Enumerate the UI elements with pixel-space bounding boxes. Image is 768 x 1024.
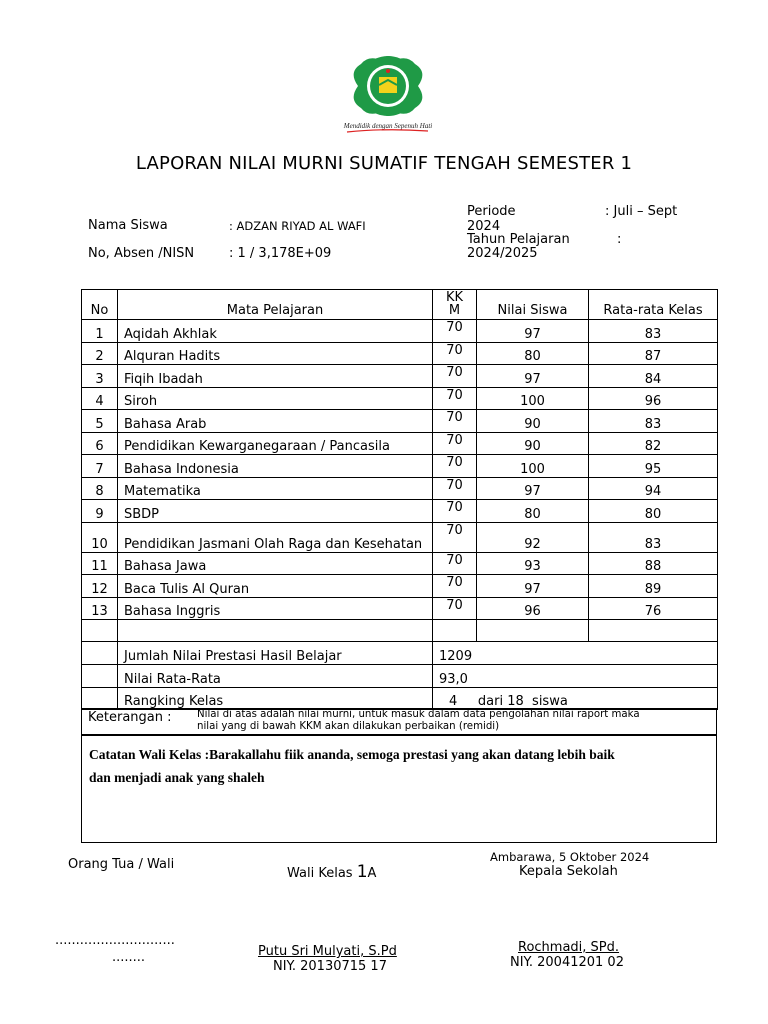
- catatan-text: [89, 743, 615, 789]
- total-value: 1209: [433, 642, 718, 665]
- table-row: [82, 597, 718, 620]
- row-subject: Bahasa Inggris: [118, 597, 433, 620]
- row-kkm: 70: [433, 575, 477, 598]
- row-no: 4: [82, 387, 118, 410]
- header-kkm-line2: M: [448, 303, 461, 318]
- row-subject: Matematika: [118, 477, 433, 500]
- wali-class-num: 1: [356, 862, 368, 882]
- wali-niy: NIY. 20130715 17: [273, 959, 387, 974]
- row-avg: 88: [589, 552, 718, 575]
- rank-value: 4 dari 18 siswa: [433, 688, 718, 710]
- row-kkm: 70: [433, 342, 477, 365]
- table-row: [82, 455, 718, 478]
- row-avg: 83: [589, 320, 718, 343]
- absen-label: No, Absen /NISN: [88, 246, 195, 261]
- row-avg: 83: [589, 522, 718, 552]
- grades-table: [81, 289, 718, 710]
- row-score: 80: [477, 342, 589, 365]
- header-no: No: [82, 290, 118, 320]
- keterangan-box: [81, 708, 717, 736]
- keterangan-label: Keterangan :: [88, 710, 172, 725]
- row-avg: 89: [589, 575, 718, 598]
- row-score: 97: [477, 477, 589, 500]
- wali-prefix: Wali Kelas: [287, 866, 357, 881]
- total-row: [82, 642, 718, 665]
- row-kkm: 70: [433, 522, 477, 552]
- row-avg: 95: [589, 455, 718, 478]
- row-no: 10: [82, 522, 118, 552]
- wali-title: [287, 862, 376, 882]
- report-date: Ambarawa, 5 Oktober 2024: [490, 850, 650, 864]
- keterangan-line2: nilai yang di bawah KKM akan dilakukan perbaikan (remidi): [197, 721, 500, 732]
- wali-class-letter: A: [367, 866, 377, 881]
- header-subject: Mata Pelajaran: [118, 290, 433, 320]
- absen-value: : 1 / 3,178E+09: [229, 246, 332, 261]
- row-avg: 96: [589, 387, 718, 410]
- average-label: Nilai Rata-Rata: [118, 665, 433, 688]
- head-title: Kepala Sekolah: [519, 864, 618, 879]
- row-no: 7: [82, 455, 118, 478]
- row-subject: SBDP: [118, 500, 433, 523]
- row-score: 97: [477, 365, 589, 388]
- row-no: 6: [82, 432, 118, 455]
- total-label: Jumlah Nilai Prestasi Hasil Belajar: [118, 642, 433, 665]
- header-kkm: [433, 290, 477, 320]
- row-avg: 83: [589, 410, 718, 433]
- table-row: [82, 575, 718, 598]
- row-kkm: 70: [433, 477, 477, 500]
- periode-year: 2024: [467, 219, 501, 234]
- keterangan-text: [197, 709, 640, 733]
- row-avg: 84: [589, 365, 718, 388]
- row-no: 3: [82, 365, 118, 388]
- row-avg: 76: [589, 597, 718, 620]
- head-name: Rochmadi, SPd.: [518, 940, 620, 955]
- table-header-row: [82, 290, 718, 320]
- periode-label: Periode: [467, 204, 516, 219]
- row-subject: Aqidah Akhlak: [118, 320, 433, 343]
- tahun-colon: :: [617, 232, 622, 247]
- row-score: 93: [477, 552, 589, 575]
- row-kkm: 70: [433, 597, 477, 620]
- row-kkm: 70: [433, 320, 477, 343]
- row-subject: Fiqih Ibadah: [118, 365, 433, 388]
- header-avg: Rata-rata Kelas: [589, 290, 718, 320]
- parent-signature-line1: .............................: [55, 933, 175, 948]
- empty-row: [82, 620, 718, 642]
- table-row: [82, 500, 718, 523]
- catatan-box: [81, 734, 717, 843]
- row-subject: Bahasa Arab: [118, 410, 433, 433]
- table-row: [82, 320, 718, 343]
- average-row: [82, 665, 718, 688]
- name-label: Nama Siswa: [88, 218, 168, 233]
- row-avg: 80: [589, 500, 718, 523]
- row-score: 100: [477, 387, 589, 410]
- header-kkm-line1: KK: [445, 290, 464, 305]
- table-row: [82, 410, 718, 433]
- row-score: 80: [477, 500, 589, 523]
- catatan-line2: dan menjadi anak yang shaleh: [89, 770, 265, 785]
- row-avg: 82: [589, 432, 718, 455]
- wali-name: Putu Sri Mulyati, S.Pd: [258, 944, 397, 959]
- table-row: [82, 365, 718, 388]
- head-niy: NIY. 20041201 02: [510, 955, 624, 970]
- header-score: Nilai Siswa: [477, 290, 589, 320]
- name-value: : ADZAN RIYAD AL WAFI: [229, 219, 366, 233]
- table-row: [82, 477, 718, 500]
- row-score: 92: [477, 522, 589, 552]
- rank-label: Rangking Kelas: [118, 688, 433, 710]
- logo-emblem-icon: [354, 56, 423, 116]
- school-logo: [343, 52, 433, 137]
- rank-row: [82, 688, 718, 710]
- logo-motto: Mendidik dengan Sepenuh Hati: [343, 122, 433, 130]
- parent-signature-line2: ........: [112, 950, 146, 965]
- row-kkm: 70: [433, 410, 477, 433]
- row-score: 90: [477, 410, 589, 433]
- keterangan-line1: Nilai di atas adalah nilai murni, untuk masuk dalam data pengolahan nilai raport maka: [197, 709, 640, 720]
- catatan-line1: Catatan Wali Kelas :Barakallahu fiik ananda, semoga prestasi yang akan datang lebih baik: [89, 747, 615, 762]
- row-kkm: 70: [433, 365, 477, 388]
- tahun-label: Tahun Pelajaran: [467, 232, 570, 247]
- table-row: [82, 552, 718, 575]
- table-row: [82, 387, 718, 410]
- table-row: [82, 522, 718, 552]
- row-avg: 87: [589, 342, 718, 365]
- row-score: 100: [477, 455, 589, 478]
- row-no: 11: [82, 552, 118, 575]
- row-subject: Alquran Hadits: [118, 342, 433, 365]
- row-kkm: 70: [433, 500, 477, 523]
- row-kkm: 70: [433, 387, 477, 410]
- row-avg: 94: [589, 477, 718, 500]
- row-subject: Baca Tulis Al Quran: [118, 575, 433, 598]
- row-no: 12: [82, 575, 118, 598]
- row-score: 97: [477, 575, 589, 598]
- row-no: 9: [82, 500, 118, 523]
- row-subject: Pendidikan Kewarganegaraan / Pancasila: [118, 432, 433, 455]
- average-value: 93,0: [433, 665, 718, 688]
- row-subject: Bahasa Indonesia: [118, 455, 433, 478]
- row-kkm: 70: [433, 432, 477, 455]
- periode-value: : Juli – Sept: [605, 204, 678, 219]
- row-no: 1: [82, 320, 118, 343]
- report-title: LAPORAN NILAI MURNI SUMATIF TENGAH SEMESTER 1: [135, 153, 633, 174]
- row-kkm: 70: [433, 455, 477, 478]
- row-score: 90: [477, 432, 589, 455]
- table-row: [82, 342, 718, 365]
- row-subject: Bahasa Jawa: [118, 552, 433, 575]
- row-no: 5: [82, 410, 118, 433]
- motto-underline: [345, 128, 430, 134]
- row-score: 96: [477, 597, 589, 620]
- row-kkm: 70: [433, 552, 477, 575]
- table-row: [82, 432, 718, 455]
- tahun-value: 2024/2025: [467, 246, 538, 261]
- row-no: 13: [82, 597, 118, 620]
- parent-title: Orang Tua / Wali: [68, 857, 175, 872]
- row-no: 2: [82, 342, 118, 365]
- row-subject: Siroh: [118, 387, 433, 410]
- row-subject: Pendidikan Jasmani Olah Raga dan Kesehatan: [118, 522, 433, 552]
- row-score: 97: [477, 320, 589, 343]
- row-no: 8: [82, 477, 118, 500]
